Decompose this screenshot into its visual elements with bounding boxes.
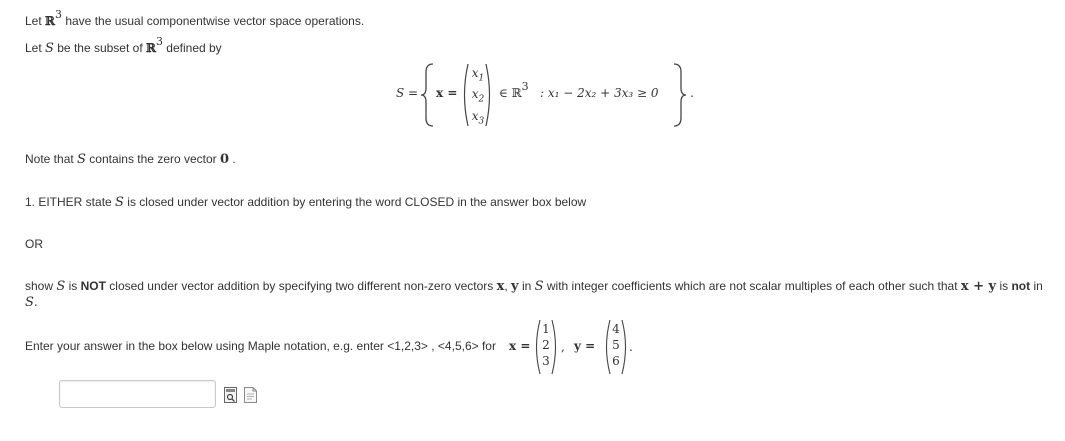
x-component-vector [470,65,486,129]
example-x-1: 1 [542,322,550,336]
not-emphasis: NOT [80,279,106,293]
element-of-r3: ∈ ℝ3 [499,80,529,100]
example-end-period: . [629,340,633,354]
set-condition: : x₁ − 2x₂ + 3x₃ ≥ 0 [540,86,659,100]
x2-component: $x_2$ [471,87,485,105]
real-space-symbol: ℝ [145,41,156,55]
example-y-3: 6 [612,354,620,368]
show-text: show [25,279,57,293]
show-line [25,279,1043,294]
show-text: with integer coefficients which are not scalar multiples of each other such that [543,279,961,293]
show-text: . [33,295,38,309]
zero-vector-symbol: 0 [220,152,230,167]
exponent: 3 [155,35,163,48]
or-label: OR [25,237,43,251]
answer-input[interactable] [59,380,216,408]
question-1-line [25,195,586,210]
show-text: is [65,279,81,293]
vector-y-symbol: y [511,279,519,294]
show-text: is [996,279,1012,293]
help-document-icon[interactable] [244,387,257,403]
sum-expression: x + y [960,279,997,294]
exponent: 3 [55,8,62,21]
example-separator: , [561,340,565,354]
vector-x-symbol: x [496,279,505,294]
show-text: in [1030,279,1043,293]
set-symbol: S [56,279,66,294]
example-y-2: 5 [612,338,620,352]
show-text: , [504,279,512,293]
example-x-vector [540,321,552,369]
example-x-equals: x = [509,339,531,353]
intro-text: Let [25,14,46,28]
set-symbol: S [534,279,544,294]
not-emphasis: not [1011,279,1031,293]
intro-line-1 [25,8,365,28]
intro-text: defined by [162,41,222,55]
example-y-vector [610,321,622,369]
example-line [25,339,496,353]
example-y-1: 4 [612,322,620,336]
note-text: Note that [25,152,78,166]
formula-period: . [690,86,694,100]
x1-component: $x_1$ [471,66,485,84]
set-lhs: S = [396,86,419,100]
x-equals: x = [436,86,458,100]
set-symbol: S [45,41,54,56]
example-text: Enter your answer in the box below using Maple notation, e.g. enter <1,2,3> , <4,5,6> for [25,339,496,353]
note-text: contains the zero vector [85,152,221,166]
preview-icon[interactable] [224,387,237,403]
set-symbol: S [25,295,34,310]
question-text: 1. EITHER state [25,195,116,209]
show-text: closed under vector addition by specifying two different non-zero vectors [105,279,497,293]
set-symbol: S [77,152,86,167]
example-x-2: 2 [542,338,550,352]
note-text: . [229,152,236,166]
note-line [25,152,236,167]
left-brace-icon [420,62,436,128]
show-line-continuation [25,295,38,310]
show-text: in [518,279,535,293]
question-text: is closed under vector addition by entering the word CLOSED in the answer box below [123,195,587,209]
right-brace-icon [671,62,687,128]
intro-text: have the usual componentwise vector space operations. [62,14,365,28]
set-symbol: S [115,195,124,210]
example-x-3: 3 [542,354,550,368]
real-space-symbol: ℝ [45,14,55,28]
x3-component: $x_3$ [471,108,485,127]
intro-line-2 [25,35,222,56]
intro-text: Let [25,41,46,55]
example-y-equals: y = [574,339,596,353]
intro-text: be the subset of [53,41,146,55]
